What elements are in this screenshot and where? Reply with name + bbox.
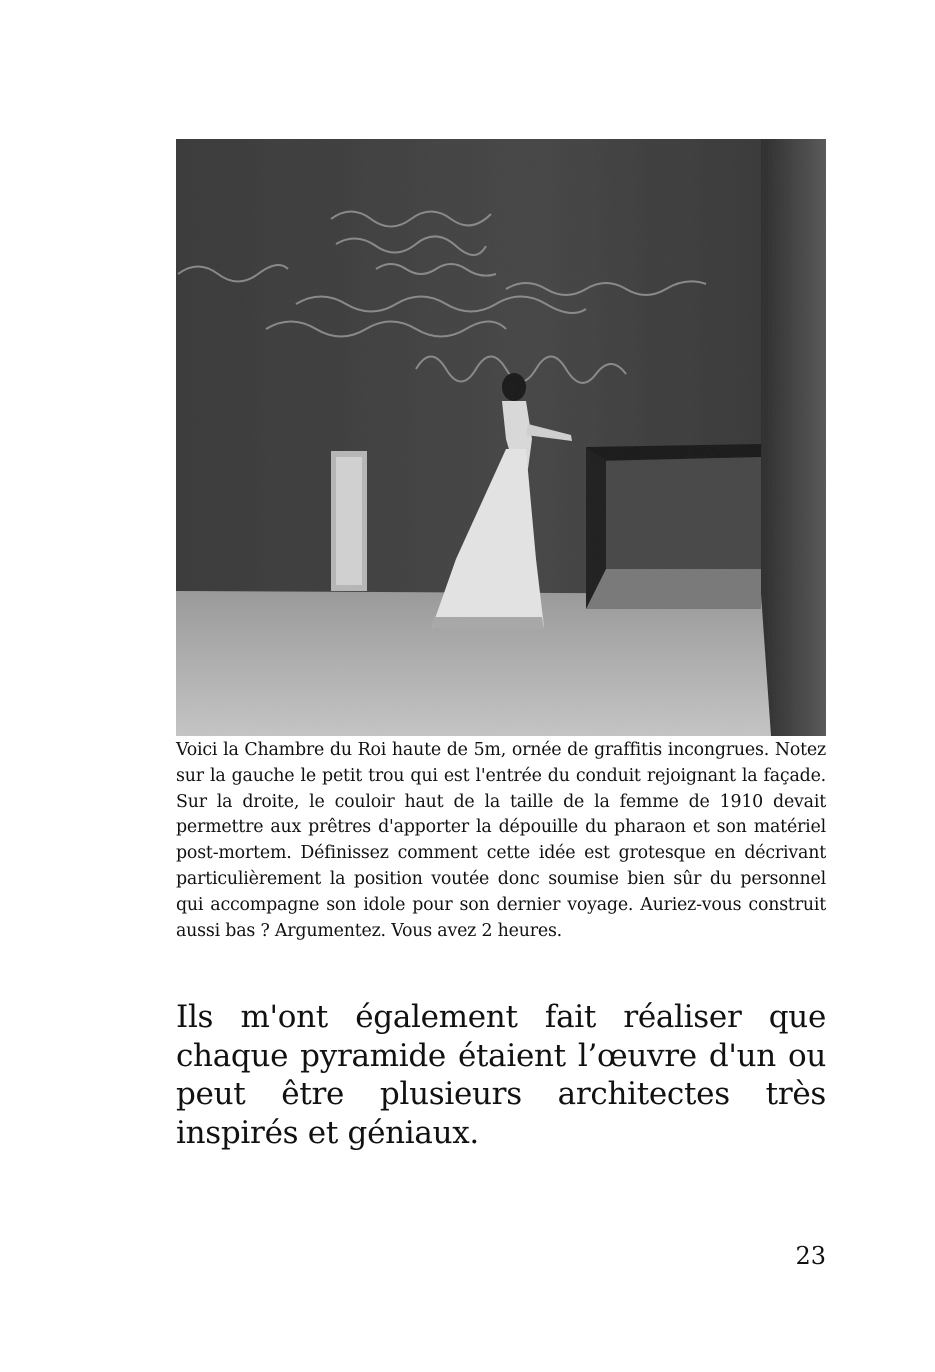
photo-kings-chamber — [176, 139, 826, 736]
body-paragraph: Ils m'ont également fait réaliser que chaque pyramide étaient l’œuvre d'un ou peut être plusieurs architectes très inspirés et géniaux. — [176, 999, 826, 1151]
photo-caption: Voici la Chambre du Roi haute de 5m, ornée de graffitis incongrues. Notez sur la gauche le petit trou qui est l'entrée du conduit rejoignant la façade. Sur la droite, le couloir haut de la taille de la femme de 1910 devait permettre aux prêtres d'apporter la dépouille du pharaon et son matériel post-mortem. Définissez comment cette idée est grotesque en décrivant particulièrement la position voutée donc soumise bien sûr du personnel qui accompagne son idole pour son dernier voyage. Auriez-vous construit aussi bas ? Argumentez. Vous avez 2 heures. — [176, 740, 826, 941]
page-number: 23 — [795, 1242, 826, 1270]
chamber-photo — [176, 139, 826, 736]
